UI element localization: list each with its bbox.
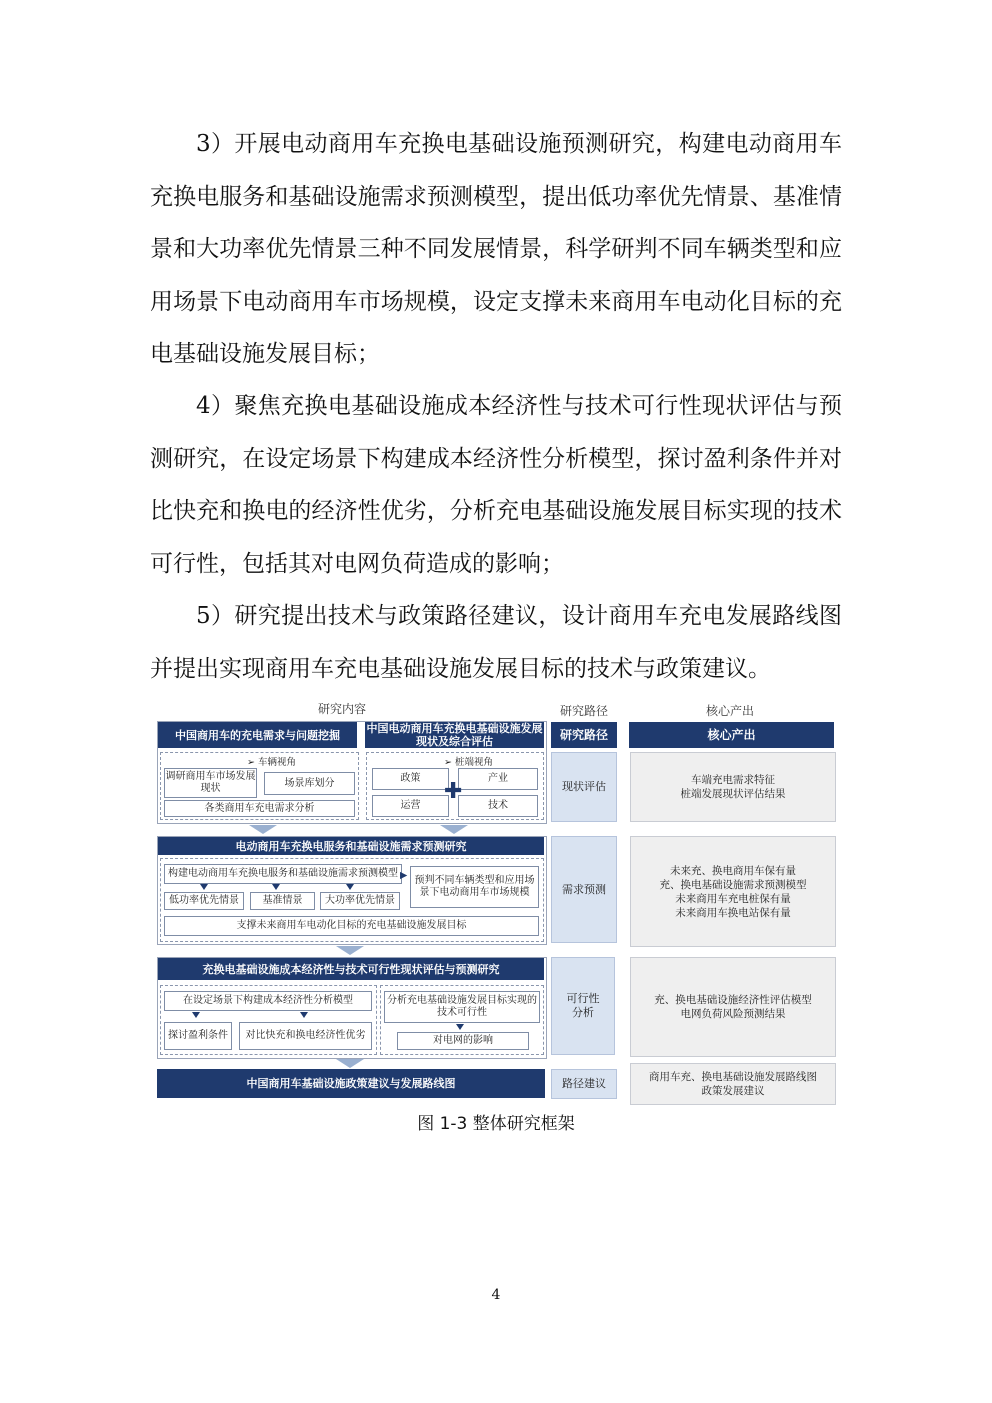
arrow-down-icon: [336, 1059, 364, 1068]
route-feasibility-analysis: 可行性分析: [551, 957, 615, 1055]
output-demand-line3: 未来商用车充电桩保有量: [675, 892, 791, 905]
paragraph-3: 3）开展电动商用车充换电基础设施预测研究，构建电动商用车充换电服务和基础设施需求预测模型，提出低功率优先情景、基准情景和大功率优先情景三种不同发展情景，科学研判不同车辆类型和应用场景下电动商用车市场规模，设定支撑未来商用车电动化目标的充电基础设施发展目标；: [150, 131, 842, 367]
output-feasibility: [630, 957, 836, 1057]
section4-title: 中国商用车基础设施政策建议与发展路线图: [157, 1069, 545, 1098]
section1-left-title: 中国商用车的充电需求与问题挖掘: [158, 722, 357, 748]
route-header: 研究路径: [551, 722, 617, 748]
output-demand: [630, 836, 836, 947]
output-status-line1: 车端充电需求特征: [691, 774, 775, 786]
arrow-down-icon: [456, 1024, 464, 1030]
arrow-down-icon: [192, 1012, 200, 1018]
page-number: 4: [491, 1287, 501, 1303]
output-demand-line2: 充、换电基础设施需求预测模型: [659, 878, 807, 891]
pile-view-label: ➢ 桩端视角: [444, 757, 493, 768]
output-status: [630, 752, 836, 822]
box-profit-conditions: 探讨盈利条件: [164, 1022, 232, 1050]
vehicle-view-text: 车辆视角: [257, 757, 296, 768]
box-judge-market-scale: 预判不同车辆类型和应用场景下电动商用车市场规模: [410, 866, 539, 908]
output-roadmap-line2: 政策发展建议: [701, 1085, 765, 1097]
box-high-power-scenario: 大功率优先情景: [320, 892, 400, 910]
route-demand-forecast: 需求预测: [551, 836, 617, 943]
output-roadmap-line1: 商用车充、换电基础设施发展路线图: [649, 1071, 817, 1083]
box-grid-impact: 对电网的影响: [397, 1032, 529, 1050]
arrow-down-icon: [300, 1012, 308, 1018]
route-path-recommendation: 路径建议: [551, 1069, 617, 1099]
arrow-down-icon: [249, 825, 277, 834]
box-demand-analysis: 各类商用车充电需求分析: [164, 800, 355, 817]
box-scenario-library: 场景库划分: [264, 772, 355, 795]
section1-right-title: 中国电动商用车充换电基础设施发展现状及综合评估: [366, 722, 543, 748]
box-baseline-scenario: 基准情景: [250, 892, 315, 910]
arrow-down-icon: [336, 946, 364, 955]
output-status-line2: 桩端发展现状评估结果: [680, 788, 786, 800]
section3-title: 充换电基础设施成本经济性与技术可行性现状评估与预测研究: [158, 958, 544, 980]
arrow-down-icon: [346, 884, 354, 890]
label-core-output: 核心产出: [706, 704, 755, 718]
output-demand-line4: 未来商用车换电站保有量: [675, 906, 791, 919]
label-research-content: 研究内容: [318, 702, 367, 716]
output-header: 核心产出: [629, 722, 834, 748]
output-feasibility-line2: 电网负荷风险预测结果: [680, 1008, 786, 1020]
route-status-assessment: 现状评估: [551, 752, 617, 822]
arrow-down-icon: [272, 884, 280, 890]
section2-title: 电动商用车充换电服务和基础设施需求预测研究: [158, 837, 544, 855]
box-operation: 运营: [372, 795, 449, 817]
output-demand-line1: 未来充、换电商用车保有量: [670, 864, 796, 877]
arrow-right-icon: ▶: [400, 870, 408, 881]
box-technical-feasibility: 分析充电基础设施发展目标实现的技术可行性: [384, 991, 540, 1023]
output-roadmap: [630, 1063, 836, 1105]
paragraph-5: 5）研究提出技术与政策路径建议，设计商用车充电发展路线图并提出实现商用车充电基础设施发展目标的技术与政策建议。: [150, 603, 842, 682]
arrow-down-icon: [440, 825, 468, 834]
box-build-demand-model: 构建电动商用车充换电服务和基础设施需求预测模型: [164, 864, 402, 884]
box-policy: 政策: [372, 768, 449, 790]
vehicle-view-label: ➢ 车辆视角: [247, 757, 296, 768]
box-cost-model: 在设定场景下构建成本经济性分析模型: [164, 991, 372, 1011]
box-low-power-scenario: 低功率优先情景: [164, 892, 244, 910]
box-market-survey: 调研商用车市场发展现状: [164, 768, 257, 798]
figure-caption: 图 1-3 整体研究框架: [417, 1114, 575, 1134]
box-industry: 产业: [458, 768, 538, 790]
output-feasibility-line1: 充、换电基础设施经济性评估模型: [654, 994, 812, 1006]
arrow-down-icon: [200, 884, 208, 890]
box-infrastructure-goal: 支撑未来商用车电动化目标的充电基础设施发展目标: [164, 916, 539, 936]
box-technology: 技术: [458, 795, 538, 817]
box-fast-vs-swap: 对比快充和换电经济性优劣: [239, 1022, 372, 1050]
label-research-route: 研究路径: [560, 704, 609, 718]
plus-icon: ✚: [444, 779, 463, 804]
pile-view-text: 桩端视角: [454, 757, 493, 768]
paragraph-4: 4）聚焦充换电基础设施成本经济性与技术可行性现状评估与预测研究，在设定场景下构建成本经济性分析模型，探讨盈利条件并对比快充和换电的经济性优劣，分析充电基础设施发展目标实现的技术可行性，包括其对电网负荷造成的影响；: [150, 393, 842, 577]
